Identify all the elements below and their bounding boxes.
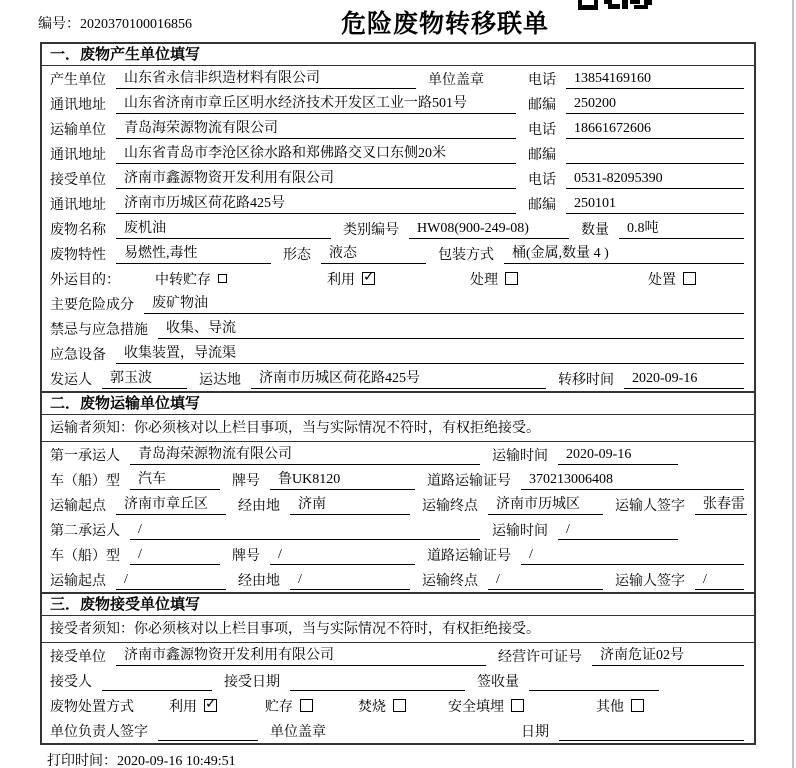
- responsible-sign-value: [158, 721, 258, 741]
- first-carrier-time-value: 2020-09-16: [558, 445, 678, 465]
- field-label: 单位负责人签字: [50, 724, 148, 740]
- waste-form-value: 液态: [321, 244, 426, 264]
- field-label: 运输起点: [50, 573, 106, 589]
- option-label: 安全填埋: [448, 699, 504, 715]
- license-value: 济南危证02号: [592, 646, 744, 666]
- transport-time-label: 运输时间: [492, 448, 548, 464]
- signed-qty-label: 签收量: [477, 674, 519, 690]
- checkbox-transfer-storage: [218, 274, 227, 283]
- section-receiver: [42, 592, 754, 743]
- checkbox-utilize: [362, 272, 375, 285]
- generator-zip-value: 250200: [566, 94, 744, 114]
- row-route2: [42, 567, 754, 592]
- row-taboo-measures: [42, 316, 754, 341]
- route2-sign-value: /: [695, 570, 744, 590]
- section3-heading: 三．废物接受单位填写: [42, 594, 754, 616]
- receiver-notice: 接受者须知：你必须核对以上栏目事项，当与实际情况不符时，有权拒绝接受。: [42, 616, 754, 643]
- waste-name-value: 废机油: [116, 219, 331, 239]
- option-label: 贮存: [265, 699, 293, 715]
- dispatcher-value: 郭玉波: [102, 369, 187, 389]
- pack-label: 包装方式: [438, 247, 494, 263]
- receive-date-label: 接受日期: [224, 674, 280, 690]
- field-label: 应急设备: [50, 347, 106, 363]
- option-utilize: [327, 269, 375, 289]
- license-label: 经营许可证号: [498, 649, 582, 665]
- transport-unit-value: 青岛海荣源物流有限公司: [116, 119, 516, 139]
- waste-qty-value: 0.8吨: [619, 219, 744, 239]
- transport-address-value: 山东省青岛市李沧区徐水路和郑佛路交叉口东侧20米: [116, 144, 516, 164]
- receive-date-value: [290, 671, 465, 691]
- taboo-measures-value: 收集、导流: [158, 319, 744, 339]
- row-receiver-unit: [42, 166, 754, 191]
- checkbox-disposal-incinerate: [393, 699, 406, 712]
- row-receive-unit: [42, 643, 754, 668]
- checkbox-disposal-landfill: [511, 699, 524, 712]
- zip-label: 邮编: [528, 97, 556, 113]
- row-second-carrier: [42, 517, 754, 542]
- row-emergency-equipment: [42, 341, 754, 366]
- row-waste-name: [42, 216, 754, 241]
- road-cert-label: 道路运输证号: [427, 548, 511, 564]
- field-label: 通讯地址: [50, 97, 106, 113]
- field-label: 接受人: [50, 674, 92, 690]
- option-label: 利用: [169, 699, 197, 715]
- plate-label: 牌号: [232, 473, 260, 489]
- option-dispose: [648, 269, 696, 289]
- row-vehicle2: [42, 542, 754, 567]
- plate-label: 牌号: [232, 548, 260, 564]
- waste-code-value: HW08(900-249-08): [409, 219, 569, 239]
- generator-address-value: 山东省济南市章丘区明水经济技术开发区工业一路501号: [116, 94, 516, 114]
- section2-heading: 二．废物运输单位填写: [42, 393, 754, 415]
- field-label: 接受单位: [50, 172, 106, 188]
- second-carrier-value: /: [130, 520, 480, 540]
- row-transport-unit: [42, 116, 754, 141]
- route1-via-value: 济南: [290, 495, 410, 515]
- receiver-unit-value: 济南市鑫源物资开发利用有限公司: [116, 169, 516, 189]
- generator-unit-value: 山东省永信非织造材料有限公司: [116, 69, 416, 89]
- option-treat: [470, 269, 518, 289]
- transport-phone-value: 18661672606: [566, 119, 744, 139]
- option-transfer-storage: [155, 269, 227, 289]
- checkbox-treat: [505, 272, 518, 285]
- vehicle1-type-value: 汽车: [130, 470, 220, 490]
- serial-value: 2020370100016856: [80, 17, 192, 32]
- route1-end-value: 济南市历城区: [488, 495, 603, 515]
- field-label: 禁忌与应急措施: [50, 322, 148, 338]
- option-disposal-other: [596, 696, 644, 716]
- vehicle2-plate-value: /: [270, 545, 415, 565]
- row-responsible-sign: [42, 718, 754, 743]
- row-disposal-method: [42, 693, 754, 718]
- option-label: 利用: [327, 272, 355, 288]
- field-label: 第二承运人: [50, 523, 120, 539]
- serial-number-line: [38, 13, 192, 33]
- disposal-label: 废物处置方式: [50, 699, 134, 715]
- generator-phone-value: 13854169160: [566, 69, 744, 89]
- option-disposal-landfill: [448, 696, 524, 716]
- checkbox-disposal-store: [300, 699, 313, 712]
- option-disposal-incinerate: [358, 696, 406, 716]
- route2-start-value: /: [116, 570, 226, 590]
- row-receiver-address: [42, 191, 754, 216]
- transporter-notice: 运输者须知：你必须核对以上栏目事项，当与实际情况不符时，有权拒绝接受。: [42, 415, 754, 442]
- hazard-component-value: 废矿物油: [144, 294, 744, 314]
- manifest-form: [40, 42, 756, 745]
- emergency-equipment-value: 收集装置，导流渠: [116, 344, 744, 364]
- option-label: 其他: [596, 699, 624, 715]
- phone-label: 电话: [528, 172, 556, 188]
- print-time-label: 打印时间：: [47, 754, 117, 768]
- field-label: 主要危险成分: [50, 297, 134, 313]
- page-title: 危险废物转移联单: [340, 11, 549, 38]
- phone-label: 电话: [528, 72, 556, 88]
- signed-qty-value: [529, 671, 659, 691]
- row-transport-address: [42, 141, 754, 166]
- print-time-value: 2020-09-16 10:49:51: [117, 754, 236, 768]
- field-label: 运输起点: [50, 498, 106, 514]
- field-label: 通讯地址: [50, 147, 106, 163]
- unit-seal-label: 单位盖章: [270, 724, 326, 740]
- vehicle1-cert-value: 370213006408: [521, 470, 744, 490]
- qty-label: 数量: [581, 222, 609, 238]
- via-label: 经由地: [238, 573, 280, 589]
- phone-label: 电话: [528, 122, 556, 138]
- field-label: 车（船）型: [50, 473, 120, 489]
- dest-label: 运达地: [199, 372, 241, 388]
- section1-heading: 一．废物产生单位填写: [42, 44, 754, 66]
- row-hazard-component: [42, 291, 754, 316]
- date-label: 日期: [521, 724, 549, 740]
- vehicle2-type-value: /: [130, 545, 220, 565]
- vehicle1-plate-value: 鲁UK8120: [270, 470, 415, 490]
- route1-start-value: 济南市章丘区: [116, 495, 226, 515]
- route1-sign-value: 张春雷: [695, 495, 747, 515]
- field-label: 运输单位: [50, 122, 106, 138]
- row-generator-address: [42, 91, 754, 116]
- first-carrier-value: 青岛海荣源物流有限公司: [130, 445, 480, 465]
- checkbox-disposal-utilize: [204, 699, 217, 712]
- field-label: 通讯地址: [50, 197, 106, 213]
- option-disposal-utilize: [169, 696, 217, 716]
- option-label: 处理: [470, 272, 498, 288]
- field-label: 接受单位: [50, 649, 106, 665]
- seal-label: 单位盖章: [428, 72, 484, 88]
- field-label: 产生单位: [50, 72, 106, 88]
- receiver-address-value: 济南市历城区荷花路425号: [116, 194, 516, 214]
- transfer-time-label: 转移时间: [558, 372, 614, 388]
- end-label: 运输终点: [422, 498, 478, 514]
- option-label: 中转贮存: [155, 272, 211, 288]
- transfer-time-value: 2020-09-16: [624, 369, 744, 389]
- row-waste-property: [42, 241, 754, 266]
- print-time-line: [47, 750, 236, 768]
- route2-end-value: /: [488, 570, 603, 590]
- field-label: 发运人: [50, 372, 92, 388]
- waste-pack-value: 桶(金属,数量 4 ): [504, 244, 744, 264]
- road-cert-label: 道路运输证号: [427, 473, 511, 489]
- row-transfer-purpose: [42, 266, 754, 291]
- receive-unit-value: 济南市鑫源物资开发利用有限公司: [116, 646, 486, 666]
- field-label: 车（船）型: [50, 548, 120, 564]
- row-dispatcher: [42, 366, 754, 391]
- row-receive-person: [42, 668, 754, 693]
- page-edge-line: [792, 0, 794, 768]
- carrier-sign-label: 运输人签字: [615, 573, 685, 589]
- row-route1: [42, 492, 754, 517]
- zip-label: 邮编: [528, 197, 556, 213]
- serial-label: 编号：: [38, 17, 80, 32]
- section-generator: [42, 44, 754, 391]
- code-label: 类别编号: [343, 222, 399, 238]
- row-generator-unit: [42, 66, 754, 91]
- second-carrier-time-value: /: [558, 520, 678, 540]
- row-first-carrier: [42, 442, 754, 467]
- sign-date-value: [559, 721, 744, 741]
- carrier-sign-label: 运输人签字: [615, 498, 685, 514]
- field-label: 废物名称: [50, 222, 106, 238]
- receiver-phone-value: 0531-82095390: [566, 169, 744, 189]
- route2-via-value: /: [290, 570, 410, 590]
- receiver-zip-value: 250101: [566, 194, 744, 214]
- form-label: 形态: [283, 247, 311, 263]
- zip-label: 邮编: [528, 147, 556, 163]
- waste-property-value: 易燃性,毒性: [116, 244, 271, 264]
- checkbox-disposal-other: [631, 699, 644, 712]
- option-disposal-store: [265, 696, 313, 716]
- vehicle2-cert-value: /: [521, 545, 744, 565]
- transport-zip-value: [566, 144, 744, 164]
- qr-code-fragment-icon: [578, 0, 652, 10]
- checkbox-dispose: [683, 272, 696, 285]
- transport-time-label: 运输时间: [492, 523, 548, 539]
- option-label: 处置: [648, 272, 676, 288]
- receive-person-value: [102, 671, 212, 691]
- row-vehicle1: [42, 467, 754, 492]
- field-label: 第一承运人: [50, 448, 120, 464]
- purpose-label: 外运目的：: [50, 272, 120, 288]
- via-label: 经由地: [238, 498, 280, 514]
- option-label: 焚烧: [358, 699, 386, 715]
- section-transporter: [42, 391, 754, 592]
- end-label: 运输终点: [422, 573, 478, 589]
- destination-value: 济南市历城区荷花路425号: [251, 369, 546, 389]
- field-label: 废物特性: [50, 247, 106, 263]
